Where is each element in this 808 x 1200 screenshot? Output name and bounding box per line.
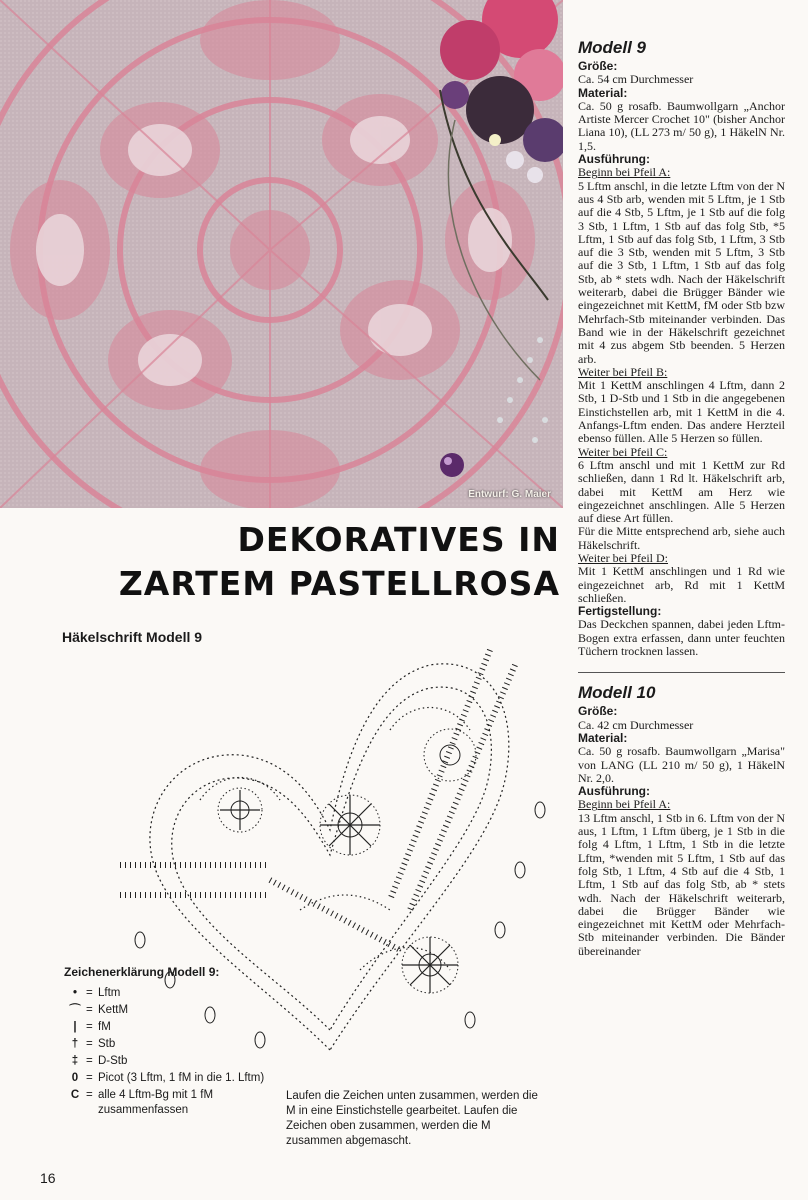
modell10-groesse-label: Größe:	[578, 704, 618, 719]
modell9-groesse-label: Größe:	[578, 59, 618, 73]
legend-item-stb: † = Stb	[64, 1037, 274, 1052]
modell10-pfeil-a: 13 Lftm anschl, 1 Stb in 6. Lftm von der N aus, 1 Lftm, 1 Lftm überg, je 1 Stb in die folg 4 Lftm, 1 Lftm, 1 Stb in die letzte Lftm, *wenden mit 5 Lftm, 1 Stb auf das folg Stb, 1 Lftm, 4 Stb auf die 4 Stb, 1 Lftm, 1 Stb auf das folg Stb, ab * stets wdh. Nach der Häkelschrift weiterarb, dabei die Brügger Bänder wie eingezeichnet mit KettM oder Mehrfach-Stb miteinander verbinden. Die Bänder übereinander	[578, 810, 785, 958]
legend-title: Zeichenerklärung Modell 9:	[64, 965, 220, 979]
modell9-title: Modell 9	[578, 38, 647, 57]
page-number: 16	[40, 1170, 56, 1186]
modell9-pfeil-d: Mit 1 KettM anschlingen und 1 Rd wie eingezeichnet arb, Rd mit 1 KettM schließen.	[578, 564, 785, 605]
modell9-material-label: Material:	[578, 85, 628, 100]
modell9-pfeil-b-label: Weiter bei Pfeil B:	[578, 364, 668, 379]
modell9-pfeil-d-label: Weiter bei Pfeil D:	[578, 550, 669, 565]
modell9-pfeil-c-label: Weiter bei Pfeil C:	[578, 444, 668, 459]
legend-symbol: C	[70, 1089, 80, 1101]
legend-symbol: 0	[71, 1072, 79, 1084]
symbol-legend	[64, 965, 274, 1120]
doily-photo	[0, 0, 563, 508]
modell9-pfeil-a: 5 Lftm anschl, in die letzte Lftm von der N aus 4 Stb arb, wenden mit 5 Lftm, je 1 Stb auf die 4 Stb, 5 Lftm, je 1 Stb auf die folg 3 Stb, 1 Lftm, 1 Stb auf das folg Stb, *5 Lftm, 1 Stb auf das folg Stb, 1 Lftm, 3 Stb auf die 3 Stb, wenden mit 5 Lftm, 3 Stb auf die 3 Stb, 1 Lftm, 1 Stb auf das folg Stb, ab * stets wdh. Nach der Häkelschrift weiterarb, dabei die Brügger Bänder wie eingezeichnet mit KettM, fM oder Stb bzw Mehrfach-Stb miteinander verbinden. Das Band wie in der Häkelschrift gezeichnet mit 4 zus abgem Stb beenden. 5 Herzen arb.	[578, 178, 785, 366]
legend-symbol: †	[71, 1038, 79, 1050]
page-headline	[100, 518, 560, 606]
modell9-material: Ca. 50 g rosafb. Baumwollgarn „Anchor Artiste Mercer Crochet 10" (bisher Anchor Liana 10), (LL 273 m/ 50 g), 1 HäkelN Nr. 1,5.	[578, 98, 785, 153]
legend-symbol: ⌒	[69, 1004, 81, 1016]
photo-credit: Entwurf: G. Maier	[468, 489, 551, 500]
modell9-pfeil-c: 6 Lftm anschl und mit 1 KettM zur Rd schließen, dann 1 Rd lt. Häkelschrift arb, dabei mit KettM am Herz wie eingezeichnet anschlingen. Alle 5 Herzen auf diese Art füllen.	[578, 457, 785, 526]
modell10-material: Ca. 50 g rosafb. Baumwollgarn „Marisa" von LANG (LL 210 m/ 50 g), 1 HäkelN Nr. 2,0.	[578, 744, 785, 785]
legend-symbol: |	[73, 1021, 77, 1033]
legend-item-kettm: ⌒ = KettM	[64, 1003, 274, 1018]
legend-item-fm: | = fM	[64, 1020, 274, 1035]
modell9-pfeil-a-label: Beginn bei Pfeil A:	[578, 165, 671, 180]
legend-item-zusammenfassen: C = alle 4 Lftm-Bg mit 1 fM zusammenfassen	[64, 1088, 274, 1118]
instructions-column	[578, 38, 785, 958]
legend-text: alle 4 Lftm-Bg mit 1 fM zusammenfassen	[98, 1089, 214, 1116]
modell10-pfeil-a-label: Beginn bei Pfeil A:	[578, 797, 671, 812]
legend-item-lftm: • = Lftm	[64, 986, 274, 1001]
legend-text: Picot (3 Lftm, 1 fM in die 1. Lftm)	[98, 1072, 265, 1084]
legend-text: fM	[98, 1021, 111, 1033]
modell9-pfeil-c2: Für die Mitte entsprechend arb, siehe auch Häkelschrift.	[578, 524, 785, 552]
legend-text: KettM	[98, 1004, 129, 1016]
legend-item-d-stb: ‡ = D-Stb	[64, 1054, 274, 1069]
modell9-fertig-label: Fertigstellung:	[578, 604, 662, 619]
headline-line-1: DEKORATIVES IN	[237, 520, 560, 559]
modell10-groesse: Ca. 42 cm Durchmesser	[578, 717, 694, 732]
crochet-chart-title: Häkelschrift Modell 9	[62, 629, 203, 645]
diagram-note: Laufen die Zeichen unten zusammen, werden die M in eine Einstichstelle gearbeitet. Laufen die Zeichen oben zusammen, werden die M zusammen abgemascht.	[286, 1090, 538, 1147]
modell10-title: Modell 10	[578, 683, 656, 703]
section-divider	[578, 672, 785, 673]
modell9-ausfuehrung-label: Ausführung:	[578, 152, 650, 167]
legend-symbol: ‡	[71, 1055, 79, 1067]
modell9-groesse: Ca. 54 cm Durchmesser	[578, 72, 694, 87]
modell9-fertig: Das Deckchen spannen, dabei jeden Lftm-Bogen extra erfassen, dann unter feuchten Tüchern trocknen lassen.	[578, 617, 785, 659]
legend-item-picot: 0 = Picot (3 Lftm, 1 fM in die 1. Lftm)	[64, 1071, 274, 1086]
legend-text: Stb	[98, 1038, 116, 1050]
headline-line-2: ZARTEM PASTELLROSA	[118, 564, 560, 603]
legend-text: D-Stb	[98, 1055, 128, 1067]
modell9-pfeil-b: Mit 1 KettM anschlingen 4 Lftm, dann 2 Stb, 1 D-Stb und 1 Stb in die angegebenen Einstichstellen arb, mit 1 KettM in die 4. Anfangs-Lftm enden. Das andere Herzteil ebenso füllen. Alle 5 Herzen so füllen.	[578, 378, 785, 446]
legend-symbol: •	[72, 987, 78, 999]
modell10-material-label: Material:	[578, 730, 628, 745]
legend-text: Lftm	[98, 987, 121, 999]
modell10-ausfuehrung-label: Ausführung:	[578, 784, 650, 799]
doily-photo-image	[0, 0, 563, 508]
